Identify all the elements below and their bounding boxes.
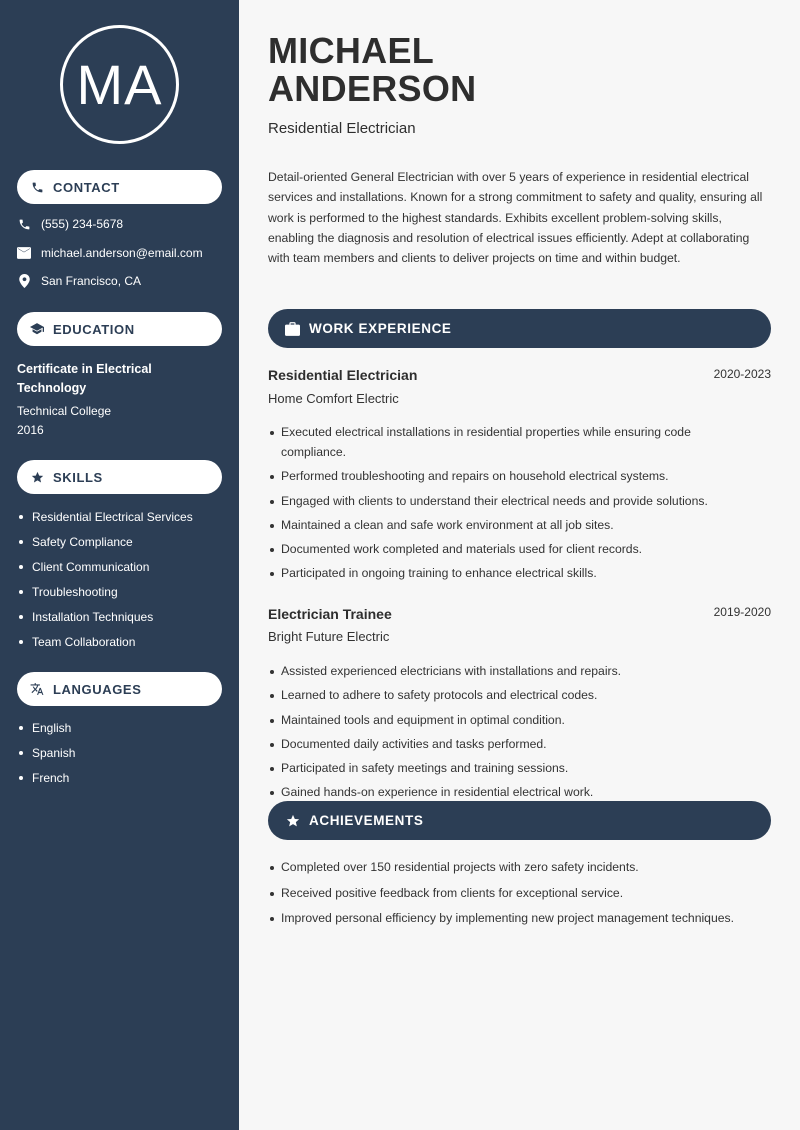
briefcase-icon [285,321,300,336]
location-pin-icon [17,274,31,288]
job-title: Residential Electrician [268,367,418,383]
skills-heading [17,460,222,494]
star-icon [285,813,300,828]
languages-heading-label: LANGUAGES [53,681,142,697]
job-company: Home Comfort Electric [268,391,399,406]
list-item: Maintained a clean and safe work environment at all job sites. [268,515,758,535]
initials: MA [76,53,163,116]
work-experience-heading-label: WORK EXPERIENCE [309,321,452,336]
sidebar [0,0,239,1130]
contact-email[interactable] [17,246,203,260]
contact-location [17,274,141,288]
job-company: Bright Future Electric [268,629,390,644]
list-item: Documented work completed and materials used for client records. [268,539,758,559]
education-heading-label: EDUCATION [53,321,135,337]
list-item: Client Communication [17,554,193,579]
achievements-heading [268,801,771,840]
name-last: ANDERSON [268,68,477,109]
translate-icon [30,682,44,696]
job-title: Electrician Trainee [268,606,392,622]
list-item: Participated in ongoing training to enhance electrical skills. [268,563,758,583]
graduation-cap-icon [30,322,44,336]
list-item: Team Collaboration [17,629,193,654]
list-item: Completed over 150 residential projects with zero safety incidents. [268,857,768,877]
achievements-heading-label: ACHIEVEMENTS [309,813,424,828]
education-degree: Certificate in Electrical Technology [17,362,152,395]
list-item: Safety Compliance [17,529,193,554]
contact-heading [17,170,222,204]
list-item: Spanish [17,740,75,765]
contact-phone[interactable] [17,217,123,231]
star-icon [30,470,44,484]
list-item: Assisted experienced electricians with installations and repairs. [268,661,758,681]
list-item: Executed electrical installations in residential properties while ensuring code compliance. [268,422,758,462]
list-item: Engaged with clients to understand their electrical needs and provide solutions. [268,491,758,511]
email-text: michael.anderson@email.com [41,246,203,260]
list-item: Improved personal efficiency by implementing new project management techniques. [268,908,768,928]
phone-icon [30,180,44,194]
list-item: Gained hands-on experience in residential electrical work. [268,782,758,802]
skills-list [17,504,193,654]
work-experience-heading [268,309,771,348]
candidate-role: Residential Electrician [268,120,416,137]
job-dates: 2020-2023 [713,367,771,381]
education-heading [17,312,222,346]
list-item: Residential Electrical Services [17,504,193,529]
summary-paragraph: Detail-oriented General Electrician with over 5 years of experience in residential electrical services and installations. Known for a strong commitment to safety and quality, ensuring all work is performed to the highest standards. Exhibits excellent problem-solving skills, enabling the diagnosis and resolution of electrical issues efficiently. Adept at collaborating with team members and clients to deliver projects on time and within budget. [268,170,763,266]
list-item: Received positive feedback from clients for exceptional service. [268,883,768,903]
candidate-name [268,32,476,108]
achievements-list [268,857,768,934]
list-item: Maintained tools and equipment in optimal condition. [268,710,758,730]
phone-icon [17,217,31,231]
education-year: 2016 [17,423,44,437]
skills-heading-label: SKILLS [53,469,103,485]
languages-list [17,715,75,790]
job-dates: 2019-2020 [713,605,771,619]
education-school: Technical College [17,404,112,418]
languages-heading [17,672,222,706]
list-item: Installation Techniques [17,604,193,629]
contact-heading-label: CONTACT [53,179,120,195]
monogram-avatar [60,25,179,144]
list-item: Learned to adhere to safety protocols and electrical codes. [268,685,758,705]
list-item: French [17,765,75,790]
phone-text: (555) 234-5678 [41,217,124,231]
list-item: Troubleshooting [17,579,193,604]
name-first: MICHAEL [268,30,435,71]
list-item: Documented daily activities and tasks performed. [268,734,758,754]
location-text: San Francisco, CA [41,274,142,288]
list-item: Performed troubleshooting and repairs on household electrical systems. [268,466,758,486]
mail-icon [17,246,31,260]
list-item: English [17,715,75,740]
job-bullets [268,422,758,588]
list-item: Participated in safety meetings and training sessions. [268,758,758,778]
job-bullets [268,661,758,807]
